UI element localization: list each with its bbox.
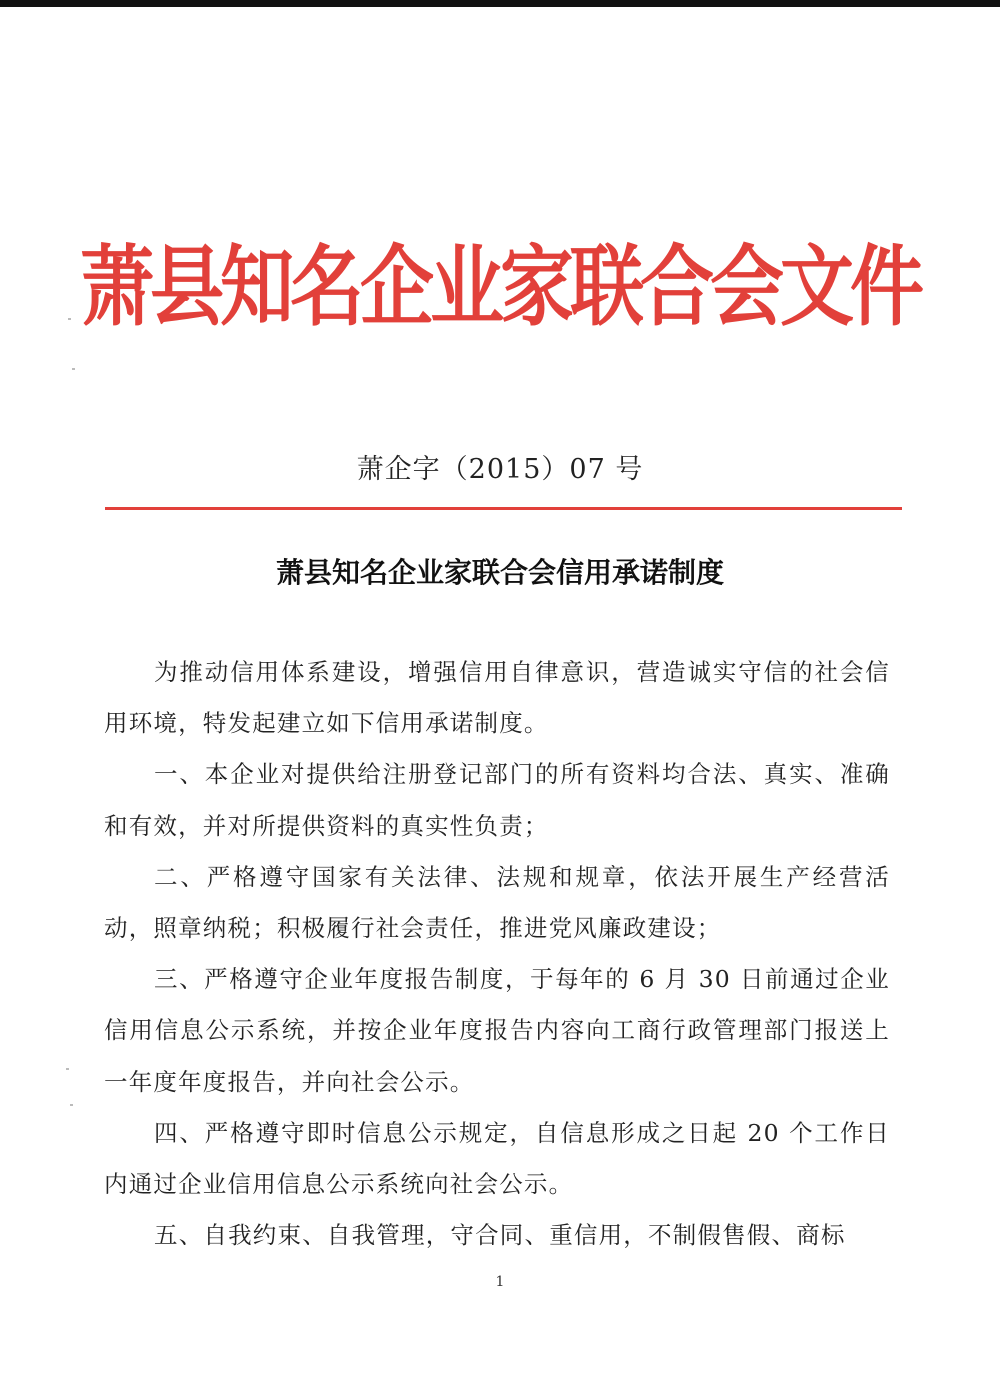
body-paragraph-item-1: 一、本企业对提供给注册登记部门的所有资料均合法、真实、准确和有效，并对所提供资料的真实性负责； xyxy=(104,760,890,840)
red-separator-line xyxy=(105,507,902,510)
body-paragraph-item-5: 五、自我约束、自我管理，守合同、重信用，不制假售假、商标 xyxy=(154,1221,846,1250)
scan-speck xyxy=(72,368,75,370)
document-title: 萧县知名企业家联合会信用承诺制度 xyxy=(275,556,724,589)
document-number: 萧企字（2015）07 号 xyxy=(356,454,644,485)
document-body xyxy=(104,647,890,1261)
scan-top-edge xyxy=(0,0,1000,7)
scan-speck xyxy=(66,1068,69,1070)
page-number: 1 xyxy=(495,1274,505,1290)
body-paragraph-intro: 为推动信用体系建设，增强信用自律意识，营造诚实守信的社会信用环境，特发起建立如下信用承诺制度。 xyxy=(104,658,890,738)
body-paragraph-item-4: 四、严格遵守即时信息公示规定，自信息形成之日起 20 个工作日内通过企业信用信息公示系统向社会公示。 xyxy=(104,1118,890,1199)
organization-red-header: 萧县知名企业家联合会文件 xyxy=(80,236,920,339)
body-paragraph-item-3: 三、严格遵守企业年度报告制度，于每年的 6 月 30 日前通过企业信用信息公示系统，并按企业年度报告内容向工商行政管理部门报送上一年度年度报告，并向社会公示。 xyxy=(104,965,890,1096)
body-paragraph-item-2: 二、严格遵守国家有关法律、法规和规章，依法开展生产经营活动，照章纳税；积极履行社会责任，推进党风廉政建设； xyxy=(104,862,890,943)
scan-speck xyxy=(70,1104,73,1106)
